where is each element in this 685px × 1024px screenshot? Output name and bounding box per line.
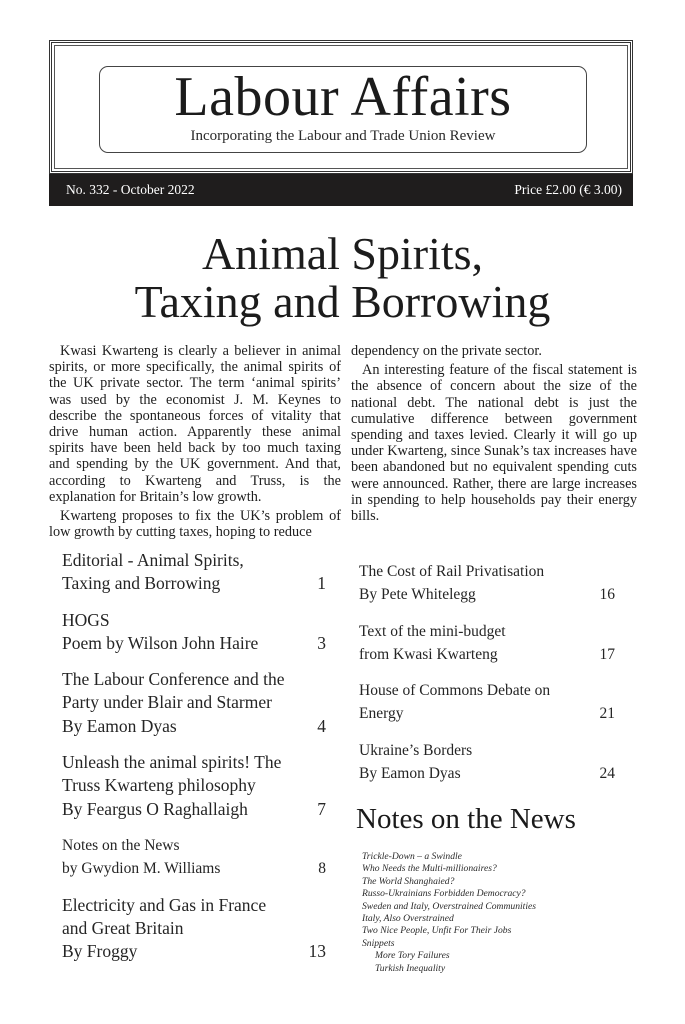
contents-item-line: from Kwasi Kwarteng (359, 645, 498, 663)
notes-on-the-news-title: Notes on the News (356, 803, 576, 835)
title-box (99, 66, 587, 153)
headline-line-1: Animal Spirits, (201, 228, 484, 279)
contents-item-line: Notes on the News (62, 836, 180, 854)
contents-item-line: HOGS (62, 609, 110, 630)
article-paragraph: An interesting feature of the fiscal statement is the absence of concern about the size of the national debt. The national debt is just the cumulative difference between government spending and taxes levied. Clearly it will go up under Kwarteng, since Sunak’s tax increases have been abandoned but no equivalent spending cuts were announced. Rather, there are large increases in spending to help households pay their energy bills. (351, 362, 637, 525)
contents-item-line: Party under Blair and Starmer (62, 692, 272, 713)
contents-item-line: By Froggy (62, 941, 138, 962)
contents-item-line: by Gwydion M. Williams (62, 860, 221, 878)
article-continuation: dependency on the private sector. (351, 343, 542, 359)
contents-item-line: By Pete Whitelegg (359, 586, 476, 604)
contents-item[interactable] (62, 668, 326, 738)
contents-page-number: 1 (317, 573, 326, 594)
article-column-left (49, 343, 341, 541)
contents-item-line: Ukraine’s Borders (359, 741, 473, 759)
contents-right (359, 560, 615, 798)
notes-item: Trickle-Down – a Swindle (362, 851, 462, 862)
contents-item[interactable] (359, 679, 615, 726)
notes-item: Snippets (362, 937, 395, 949)
contents-item[interactable] (62, 609, 326, 656)
contents-page-number: 17 (599, 645, 615, 663)
contents-item-line: By Eamon Dyas (359, 765, 461, 783)
contents-page-number: 3 (317, 632, 326, 653)
contents-item-line: Unleash the animal spirits! The (62, 752, 282, 773)
notes-item: Russo-Ukrainians Forbidden Democracy? (362, 888, 526, 900)
notes-list (362, 851, 536, 975)
contents-item-line: By Eamon Dyas (62, 715, 177, 736)
article-paragraph: Kwasi Kwarteng is clearly a believer in animal spirits, or more specifically, the animal spirits of the UK private sector. The term ‘animal spirits’ was used by the economist J. M. Keynes to describe the spontaneous forces of vitality that drive human action. Apparently these animal spirits have been held back by too much taxing and spending by the UK government. And that, according to Kwarteng and Truss, is the explanation for Britain’s low growth. (49, 343, 341, 505)
contents-item[interactable] (62, 549, 326, 596)
article-paragraph: Kwarteng proposes to fix the UK’s problem of low growth by cutting taxes, hoping to reduce (49, 508, 341, 541)
notes-subitem: Turkish Inequality (375, 962, 446, 974)
issue-price: Price £2.00 (€ 3.00) (514, 182, 622, 197)
contents-page-number: 8 (318, 860, 326, 878)
notes-item: Sweden and Italy, Overstrained Communities (362, 900, 536, 912)
publication-title: Labour Affairs (174, 66, 512, 128)
contents-item-line: The Labour Conference and the (62, 669, 285, 690)
contents-item-line: Truss Kwarteng philosophy (62, 775, 256, 796)
contents-page-number: 4 (317, 715, 326, 736)
masthead (49, 40, 633, 174)
publication-subtitle: Incorporating the Labour and Trade Union Review (190, 128, 496, 144)
contents-item-line: Editorial - Animal Spirits, (62, 550, 244, 570)
contents-item-line: and Great Britain (62, 917, 184, 938)
article-column-right (351, 343, 637, 527)
contents-page-number: 16 (599, 586, 615, 604)
notes-item: Two Nice People, Unfit For Their Jobs (362, 925, 512, 937)
contents-item[interactable] (359, 739, 615, 786)
contents-item[interactable] (62, 894, 326, 964)
notes-item: Italy, Also Overstrained (362, 913, 454, 925)
contents-page-number: 24 (599, 765, 615, 783)
contents-item-line: Text of the mini-budget (359, 622, 506, 640)
contents-item-line: House of Commons Debate on (359, 682, 551, 700)
contents-page-number: 13 (308, 941, 326, 962)
contents-item-line: Electricity and Gas in France (62, 894, 267, 915)
issue-bar (49, 174, 633, 206)
contents-item-line: Taxing and Borrowing (62, 573, 221, 594)
notes-subitem: More Tory Failures (375, 950, 450, 962)
contents-item-line: By Feargus O Raghallaigh (62, 798, 248, 819)
lead-headline (0, 230, 685, 326)
contents-item-line: Poem by Wilson John Haire (62, 632, 259, 653)
contents-item[interactable] (62, 751, 326, 821)
contents-item[interactable] (359, 620, 615, 667)
headline-line-2: Taxing and Borrowing (134, 276, 551, 327)
contents-page-number: 7 (317, 798, 326, 819)
notes-item: The World Shanghaied? (362, 875, 455, 887)
contents-page-number: 21 (599, 705, 615, 723)
contents-left (62, 549, 326, 976)
contents-item-line: Energy (359, 705, 404, 723)
issue-number: No. 332 - October 2022 (66, 182, 195, 197)
contents-item-line: The Cost of Rail Privatisation (359, 563, 545, 580)
contents-item[interactable] (62, 834, 326, 881)
notes-item: Who Needs the Multi-millionaires? (362, 863, 497, 875)
contents-item[interactable] (359, 560, 615, 607)
